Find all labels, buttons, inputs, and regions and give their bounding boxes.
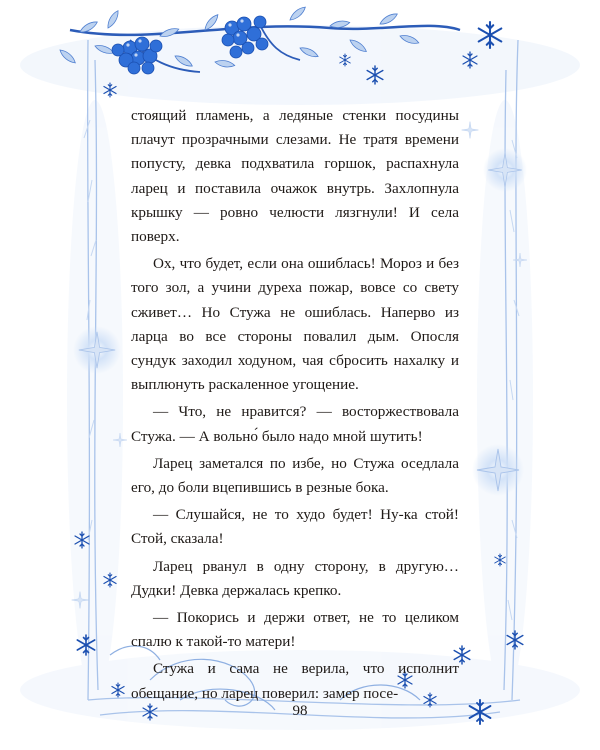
story-text: [131, 104, 459, 709]
paragraph: — Слушайся, не то худо будет! Ну-ка стой! Стой, сказала!: [131, 506, 459, 548]
paragraph: стоящий пламень, а ледяные стенки посудины плачут прозрачными слезами. Не тратя времени попусту, девка подхватила горшок, распахнула ларец и поставила очажок внутрь. Захлопнула крышку — ровно челюсти лязгнули! И села поверх.: [131, 107, 459, 246]
page-number: 98: [292, 703, 308, 719]
paragraph: Ларец рванул в одну сторону, в другую… Дудки! Девка держалась крепко.: [131, 557, 459, 599]
paragraph: Ох, что будет, если она ошиблась! Мороз и без того зол, а учини дуреха пожар, вовсе со свету сживет… Но Стужа не ошиблась. Наперво из ларца во все стороны повалил дым. Опосля сундук заходил ходуном, чая сбросить нахалку и выплюнуть раскаленное угощение.: [131, 255, 459, 394]
paragraph: — Покорись и держи ответ, не то целиком спалю к такой-то матери!: [131, 609, 459, 651]
paragraph: Стужа и сама не верила, что исполнит обещание, но ларец поверил: замер посе-: [131, 660, 459, 702]
paragraph: — Что, не нравится? — восторжествовала Стужа. — А вольно́ было надо мной шутить!: [131, 403, 459, 445]
paragraph: Ларец заметался по избе, но Стужа оседлала его, до боли вцепившись в резные бока.: [131, 454, 459, 497]
